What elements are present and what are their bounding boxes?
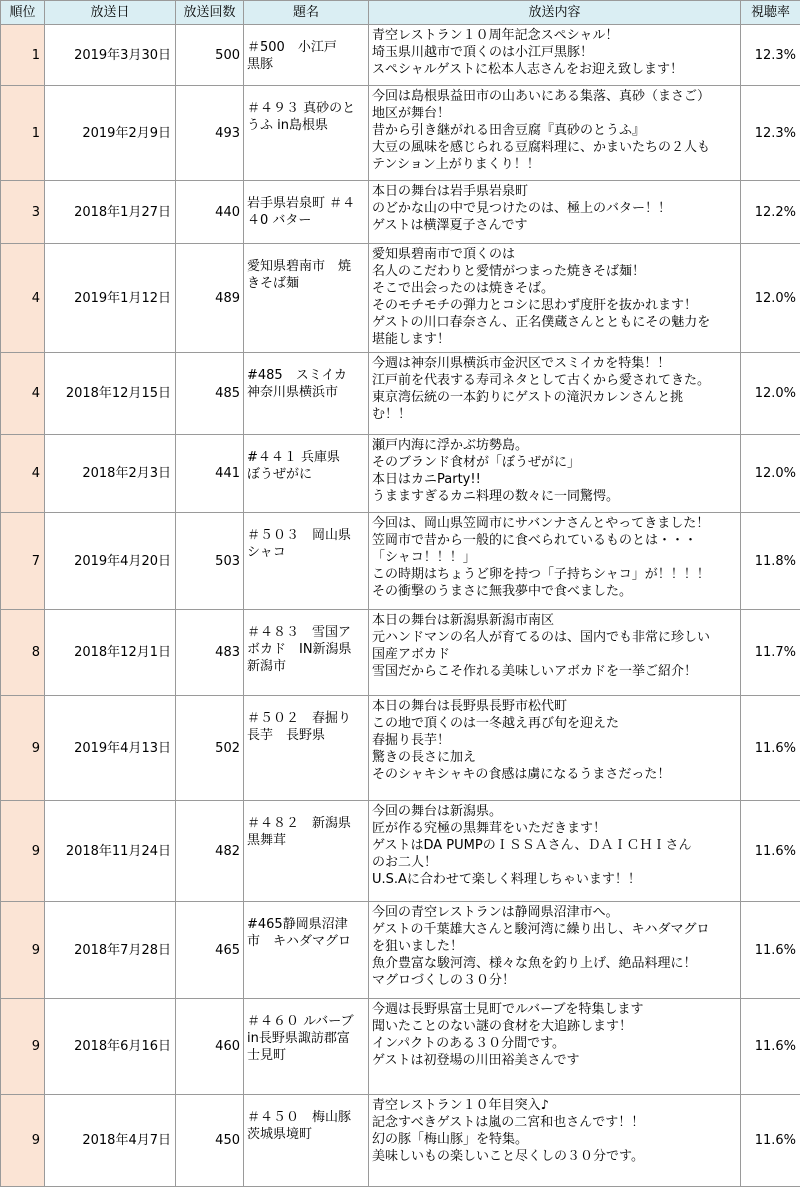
content-line: ゲストの川口春奈さん、正名僕蔵さんとともにその魅力を (372, 314, 737, 331)
content-cell (369, 999, 741, 1095)
episode-cell: 450 (176, 1095, 244, 1187)
content-line: 地区が舞台！ (372, 105, 737, 122)
rating-cell: 11.6% (741, 696, 800, 801)
content-line: 記念すべきゲストは嵐の二宮和也さんです！！ (372, 1114, 737, 1131)
table-row (1, 435, 800, 513)
header-rank: 順位 (1, 1, 45, 25)
rating-cell: 11.7% (741, 610, 800, 696)
title-line: 市 キハダマグロ (247, 933, 366, 950)
date-cell: 2018年4月7日 (45, 1095, 176, 1187)
content-line: 大豆の風味を感じられる豆腐料理に、かまいたちの２人も (372, 139, 737, 156)
table-row (1, 610, 800, 696)
date-cell: 2018年12月1日 (45, 610, 176, 696)
content-line: スペシャルゲストに松本人志さんをお迎え致します！ (372, 61, 737, 78)
title-line: 長芋 長野県 (247, 727, 366, 744)
table-row (1, 999, 800, 1095)
title-line: #485 スミイカ (247, 367, 366, 384)
title-line: ＃４５０ 梅山豚 (247, 1109, 366, 1126)
content-line: 堪能します！ (372, 331, 737, 348)
header-date: 放送日 (45, 1, 176, 25)
content-line: うまますぎるカニ料理の数々に一同驚愕。 (372, 488, 737, 505)
content-line: 幻の豚「梅山豚」を特集。 (372, 1131, 737, 1148)
content-line: そのブランド食材が「ぼうぜがに」 (372, 454, 737, 471)
content-line: そのモチモチの弾力とコシに思わず度肝を抜かれます！ (372, 297, 737, 314)
episode-cell: 460 (176, 999, 244, 1095)
table-row (1, 801, 800, 902)
title-line: 士見町 (247, 1047, 366, 1064)
rank-cell: 3 (1, 181, 45, 244)
date-cell: 2019年4月20日 (45, 513, 176, 610)
content-line: 今回の青空レストランは静岡県沼津市へ。 (372, 904, 737, 921)
content-line: 愛知県碧南市で頂くのは (372, 246, 737, 263)
content-cell (369, 902, 741, 999)
content-line: 青空レストラン１０周年記念スペシャル！ (372, 27, 737, 44)
episode-cell: 502 (176, 696, 244, 801)
date-cell: 2019年2月9日 (45, 86, 176, 181)
content-line: 今週は長野県富士見町でルバーブを特集します (372, 1001, 737, 1018)
episode-cell: 500 (176, 25, 244, 86)
rank-cell: 4 (1, 353, 45, 435)
rank-cell: 9 (1, 801, 45, 902)
table-row (1, 244, 800, 353)
title-line: ＃500 小江戸 (247, 39, 366, 56)
rank-cell: 1 (1, 86, 45, 181)
rank-cell: 1 (1, 25, 45, 86)
rating-cell: 12.0% (741, 244, 800, 353)
rank-cell: 4 (1, 435, 45, 513)
content-line: 驚きの長さに加え (372, 749, 737, 766)
table-row (1, 902, 800, 999)
rank-cell: 7 (1, 513, 45, 610)
content-cell (369, 86, 741, 181)
header-row (1, 1, 800, 25)
title-cell (244, 353, 369, 435)
content-line: この時期はちょうど卵を持つ「子持ちシャコ」が！！！！ (372, 566, 737, 583)
title-cell (244, 244, 369, 353)
header-content: 放送内容 (369, 1, 741, 25)
title-line: シャコ (247, 544, 366, 561)
title-line: ＃４６０ ルバーブ (247, 1013, 366, 1030)
title-cell (244, 513, 369, 610)
episode-cell: 440 (176, 181, 244, 244)
header-episode: 放送回数 (176, 1, 244, 25)
header-rating: 視聴率 (741, 1, 800, 25)
rating-cell: 11.8% (741, 513, 800, 610)
title-line: ＃４９３ 真砂のと (247, 100, 366, 117)
content-line: 昔から引き継がれる田舎豆腐『真砂のとうふ』 (372, 122, 737, 139)
content-line: 今回の舞台は新潟県。 (372, 803, 737, 820)
title-line: 神奈川県横浜市 (247, 384, 366, 401)
content-line: そのシャキシャキの食感は虜になるうまさだった！ (372, 766, 737, 783)
content-line: のお二人！ (372, 854, 737, 871)
content-line: 本日の舞台は岩手県岩泉町 (372, 183, 737, 200)
title-line: ＃５０３ 岡山県 (247, 527, 366, 544)
rank-cell: 9 (1, 999, 45, 1095)
date-cell: 2019年1月12日 (45, 244, 176, 353)
content-line: 春掘り長芋！ (372, 732, 737, 749)
title-line: ＃５０２ 春掘り (247, 710, 366, 727)
table-row (1, 696, 800, 801)
rating-cell: 11.6% (741, 801, 800, 902)
title-cell (244, 1095, 369, 1187)
date-cell: 2018年12月15日 (45, 353, 176, 435)
content-line: その衝撃のうまさに無我夢中で食べました。 (372, 583, 737, 600)
episode-cell: 489 (176, 244, 244, 353)
content-line: この地で頂くのは一冬越え再び旬を迎えた (372, 715, 737, 732)
content-line: 笠岡市で昔から一般的に食べられているものとは・・・ (372, 532, 737, 549)
table-row (1, 86, 800, 181)
content-line: 埼玉県川越市で頂くのは小江戸黒豚！ (372, 44, 737, 61)
content-line: ゲストはDA PUMPのＩＳＳＡさん、ＤＡＩＣＨＩさん (372, 837, 737, 854)
title-line: うふ in島根県 (247, 117, 366, 134)
content-line: む！！ (372, 406, 737, 423)
rating-cell: 12.3% (741, 25, 800, 86)
rating-cell: 11.6% (741, 1095, 800, 1187)
content-line: 本日の舞台は新潟県新潟市南区 (372, 612, 737, 629)
title-line: in長野県諏訪郡富 (247, 1030, 366, 1047)
content-line: 魚介豊富な駿河湾、様々な魚を釣り上げ、絶品料理に！ (372, 955, 737, 972)
content-cell (369, 244, 741, 353)
table-row (1, 181, 800, 244)
rank-cell: 9 (1, 696, 45, 801)
rating-cell: 12.0% (741, 435, 800, 513)
title-line: #465静岡県沼津 (247, 916, 366, 933)
rating-cell: 11.6% (741, 999, 800, 1095)
title-cell (244, 999, 369, 1095)
title-cell (244, 902, 369, 999)
content-line: 瀬戸内海に浮かぶ坊勢島。 (372, 437, 737, 454)
content-line: ゲストの千葉雄大さんと駿河湾に繰り出し、キハダマグロ (372, 921, 737, 938)
episode-cell: 503 (176, 513, 244, 610)
table-body (1, 25, 800, 1187)
table-row (1, 353, 800, 435)
content-line: マグロづくしの３０分！ (372, 972, 737, 989)
date-cell: 2018年6月16日 (45, 999, 176, 1095)
content-line: 名人のこだわりと愛情がつまった焼きそば麺！ (372, 263, 737, 280)
title-cell (244, 696, 369, 801)
rating-cell: 12.2% (741, 181, 800, 244)
date-cell: 2019年3月30日 (45, 25, 176, 86)
content-cell (369, 801, 741, 902)
content-cell (369, 435, 741, 513)
content-line: 匠が作る究極の黒舞茸をいただきます！ (372, 820, 737, 837)
title-line: 茨城県境町 (247, 1126, 366, 1143)
episode-cell: 493 (176, 86, 244, 181)
content-cell (369, 181, 741, 244)
content-line: 雪国だからこそ作れる美味しいアボカドを一挙ご紹介！ (372, 663, 737, 680)
title-line: 黒豚 (247, 56, 366, 73)
table-row (1, 25, 800, 86)
content-line: そこで出会ったのは焼きそば。 (372, 280, 737, 297)
title-cell (244, 610, 369, 696)
title-line: #４４１ 兵庫県 (247, 449, 366, 466)
content-line: 本日の舞台は長野県長野市松代町 (372, 698, 737, 715)
rank-cell: 9 (1, 902, 45, 999)
content-cell (369, 513, 741, 610)
title-cell (244, 86, 369, 181)
content-line: 青空レストラン１０年目突入♪ (372, 1097, 737, 1114)
title-line: ４0 バター (247, 212, 366, 229)
episode-cell: 485 (176, 353, 244, 435)
content-line: 聞いたことのない謎の食材を大追跡します！ (372, 1018, 737, 1035)
episode-cell: 465 (176, 902, 244, 999)
title-line: ぼうぜがに (247, 466, 366, 483)
content-cell (369, 1095, 741, 1187)
content-line: テンション上がりまくり！！ (372, 156, 737, 173)
rank-cell: 4 (1, 244, 45, 353)
date-cell: 2018年11月24日 (45, 801, 176, 902)
content-line: 今回は島根県益田市の山あいにある集落、真砂（まさご） (372, 88, 737, 105)
rating-cell: 12.3% (741, 86, 800, 181)
table-row (1, 1095, 800, 1187)
title-line: ＃４８３ 雪国ア (247, 624, 366, 641)
rank-cell: 8 (1, 610, 45, 696)
header-title: 題名 (244, 1, 369, 25)
content-line: 国産アボカド (372, 646, 737, 663)
content-line: ゲストは横澤夏子さんです (372, 217, 737, 234)
content-line: 東京湾伝統の一本釣りにゲストの滝沢カレンさんと挑 (372, 389, 737, 406)
title-line: 新潟市 (247, 658, 366, 675)
title-cell (244, 181, 369, 244)
content-line: 「シャコ！！！」 (372, 549, 737, 566)
title-line: 岩手県岩泉町 ＃４ (247, 195, 366, 212)
content-cell (369, 610, 741, 696)
title-line: ＃４８２ 新潟県 (247, 815, 366, 832)
content-line: 江戸前を代表する寿司ネタとして古くから愛されてきた。 (372, 372, 737, 389)
table-row (1, 513, 800, 610)
date-cell: 2018年2月3日 (45, 435, 176, 513)
content-line: インパクトのある３０分間です。 (372, 1035, 737, 1052)
episode-cell: 483 (176, 610, 244, 696)
content-cell (369, 25, 741, 86)
content-line: 今回は、岡山県笠岡市にサバンナさんとやってきました！ (372, 515, 737, 532)
title-cell (244, 801, 369, 902)
content-line: U.S.Aに合わせて楽しく料理しちゃいます！！ (372, 871, 737, 888)
content-line: 今週は神奈川県横浜市金沢区でスミイカを特集！！ (372, 355, 737, 372)
date-cell: 2019年4月13日 (45, 696, 176, 801)
content-line: ゲストは初登場の川田裕美さんです (372, 1052, 737, 1069)
title-line: 黒舞茸 (247, 832, 366, 849)
title-line: きそば麺 (247, 275, 366, 292)
episode-cell: 441 (176, 435, 244, 513)
rating-cell: 12.0% (741, 353, 800, 435)
date-cell: 2018年7月28日 (45, 902, 176, 999)
title-line: 愛知県碧南市 焼 (247, 258, 366, 275)
rating-cell: 11.6% (741, 902, 800, 999)
date-cell: 2018年1月27日 (45, 181, 176, 244)
content-cell (369, 696, 741, 801)
content-line: を狙いました！ (372, 938, 737, 955)
content-line: 美味しいもの楽しいこと尽くしの３０分です。 (372, 1148, 737, 1165)
title-line: ボカド IN新潟県 (247, 641, 366, 658)
content-line: 元ハンドマンの名人が育てるのは、国内でも非常に珍しい (372, 629, 737, 646)
title-cell (244, 435, 369, 513)
content-cell (369, 353, 741, 435)
title-cell (244, 25, 369, 86)
content-line: 本日はカニParty!! (372, 471, 737, 488)
rank-cell: 9 (1, 1095, 45, 1187)
content-line: のどかな山の中で見つけたのは、極上のバター！！ (372, 200, 737, 217)
episode-cell: 482 (176, 801, 244, 902)
